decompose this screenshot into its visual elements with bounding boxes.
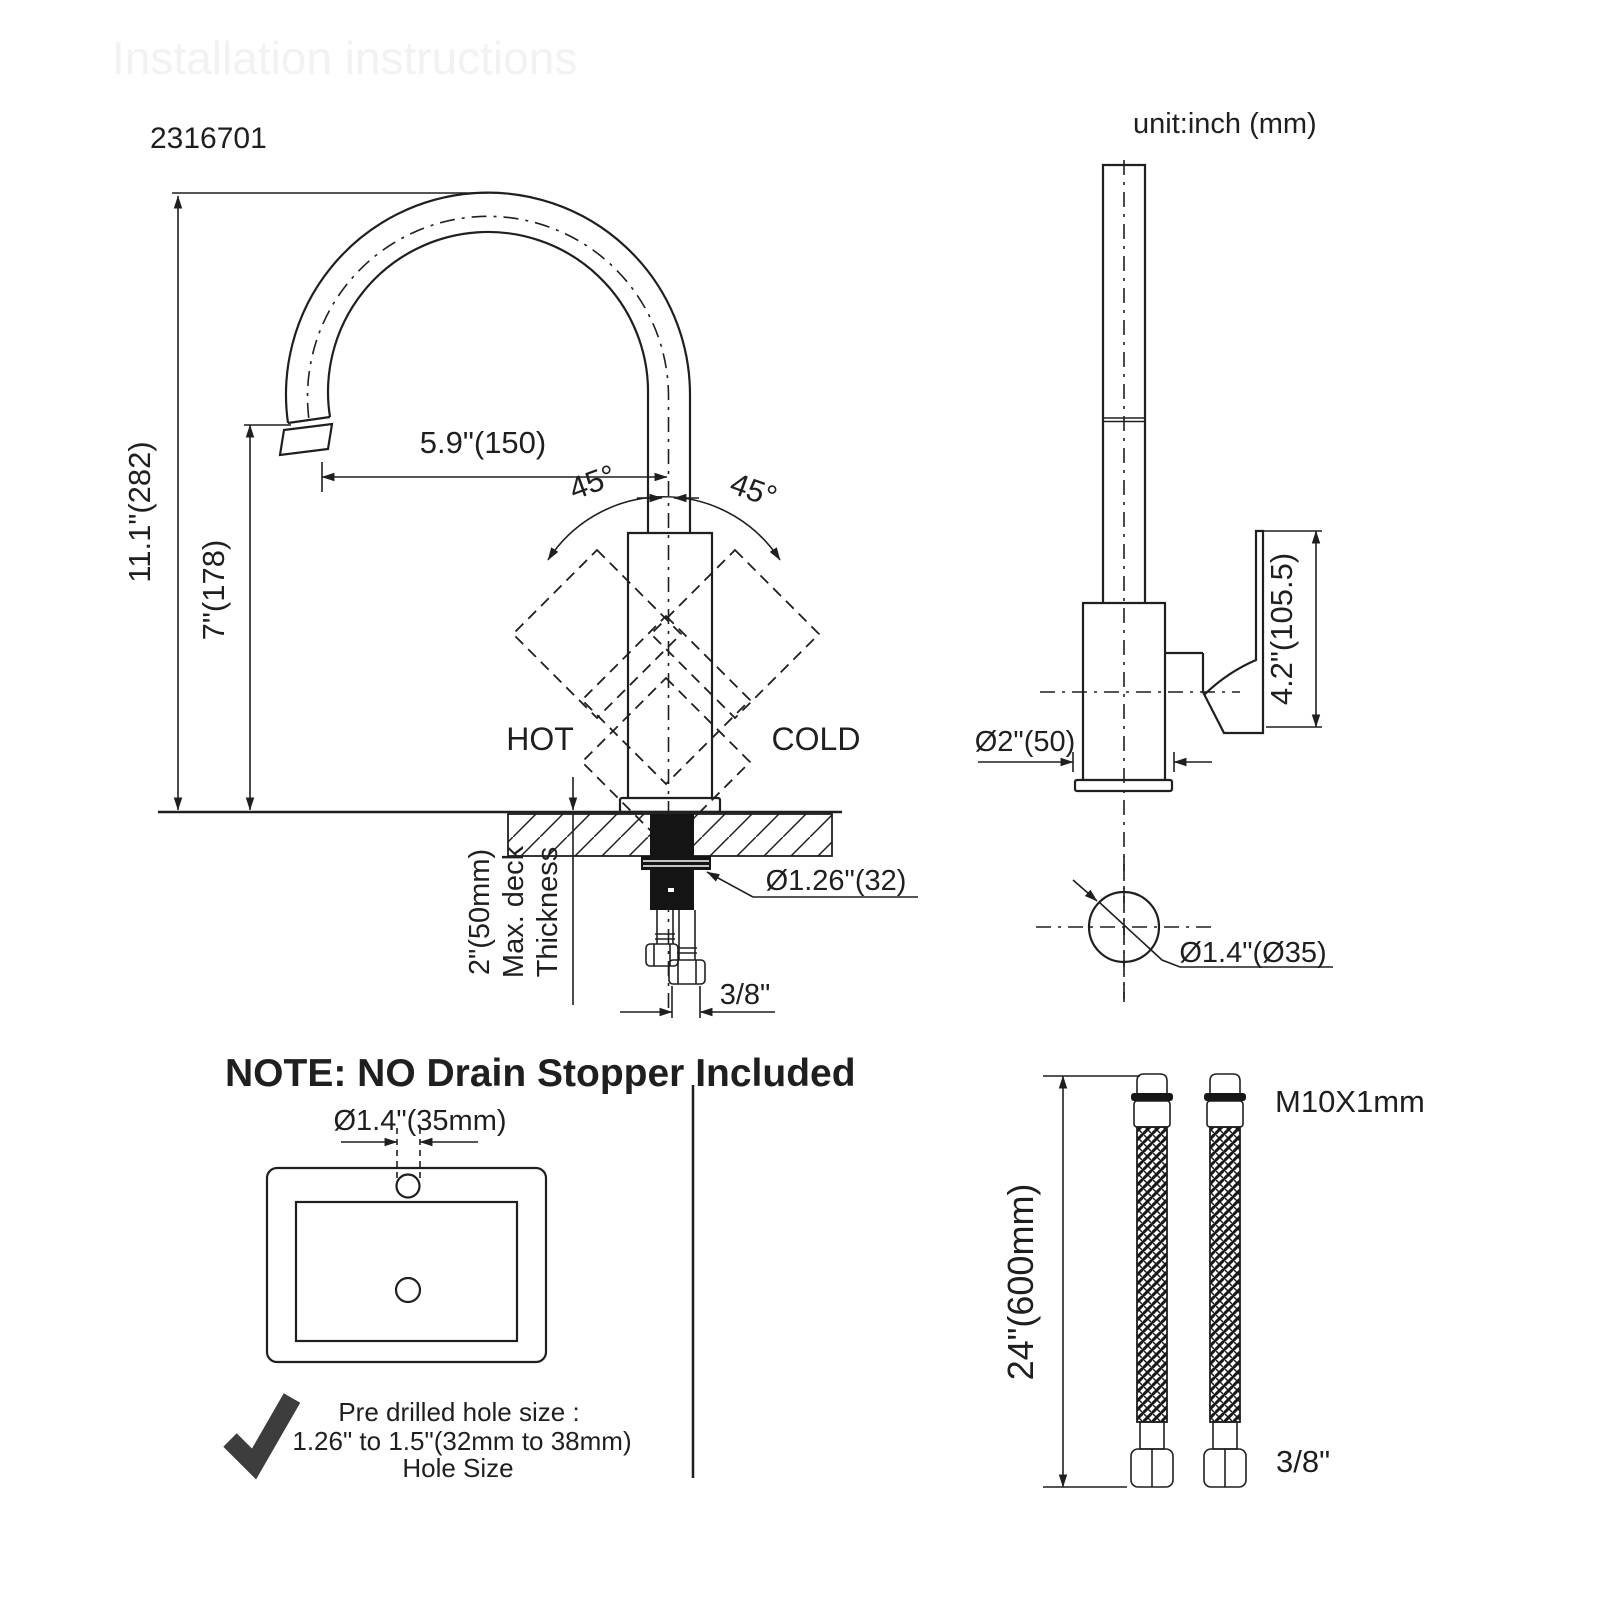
- circle-leader-arrow: [1073, 880, 1097, 901]
- handle-position-mid: [582, 616, 750, 784]
- label-top-thread: M10X1mm: [1275, 1084, 1425, 1119]
- note-text: NOTE: NO Drain Stopper Included: [225, 1052, 856, 1095]
- label-base-circle: Ø1.4"(Ø35): [1179, 937, 1327, 969]
- handle-position-left: [513, 550, 681, 718]
- label-base-width: Ø2"(50): [974, 726, 1076, 758]
- dim-base-width: [975, 726, 1212, 772]
- label-deck-line3: Thickness: [532, 846, 564, 978]
- shank-highlight: [668, 888, 674, 892]
- label-spout-height: 7"(178): [196, 539, 231, 641]
- spout-aerator-cap: [280, 424, 332, 455]
- sink-basin: [296, 1202, 517, 1341]
- hose2-top-cap: [1210, 1074, 1240, 1096]
- handle-position-right: [651, 550, 819, 718]
- hose1-top-nut: [1134, 1101, 1170, 1127]
- drain-hole: [396, 1278, 420, 1302]
- label-cold: COLD: [771, 721, 861, 757]
- base-plan-view: [1036, 856, 1333, 999]
- handle-lever: [1203, 531, 1263, 733]
- mounting-hardware: [641, 856, 711, 984]
- label-hole-diameter: Ø1.4"(35mm): [333, 1105, 507, 1137]
- label-hose-length: 24"(600mm): [1000, 1183, 1041, 1381]
- supply-hose-1: [1131, 1074, 1173, 1487]
- label-bottom-thread: 3/8": [1276, 1444, 1331, 1479]
- label-shank-diameter: Ø1.26"(32): [765, 865, 907, 897]
- spout-outer-edge: [286, 193, 690, 533]
- label-swing-left: 45°: [564, 457, 621, 507]
- hose2-top-nut: [1207, 1101, 1243, 1127]
- label-deck-line2: Max. deck: [498, 845, 530, 979]
- faucet-hole: [397, 1175, 420, 1198]
- units-label: unit:inch (mm): [1133, 108, 1317, 140]
- swing-arc: [548, 458, 782, 560]
- label-body-height: 4.2"(105.5): [1264, 552, 1299, 706]
- label-overall-height: 11.1"(282): [122, 441, 157, 583]
- side-view: [122, 193, 918, 1018]
- shank-leader-arrow: [707, 872, 753, 897]
- dim-spout-height: [196, 425, 291, 810]
- hose1-braided-body: [1137, 1127, 1167, 1422]
- hole-size-line1: Pre drilled hole size :: [338, 1397, 580, 1427]
- hole-size-line2: 1.26" to 1.5"(32mm to 38mm): [292, 1426, 632, 1456]
- supply-hose-2: [1204, 1074, 1246, 1487]
- front-view: [975, 160, 1333, 1002]
- shank-through-deck: [650, 814, 694, 856]
- spout-end-cut: [288, 417, 330, 423]
- tube1-hex-nut: [646, 944, 678, 966]
- label-supply-size: 3/8": [719, 979, 771, 1011]
- dim-body-height: [1258, 531, 1322, 727]
- part-number: 2316701: [150, 122, 267, 155]
- watermark-text: Installation instructions: [112, 32, 578, 84]
- tube2-hex-nut: [669, 960, 705, 984]
- faucet-body-side: [620, 533, 720, 812]
- label-swing-right: 45°: [725, 465, 782, 515]
- hose1-collar: [1140, 1422, 1164, 1449]
- mounting-locknut: [641, 856, 711, 870]
- hose2-braided-body: [1210, 1127, 1240, 1422]
- hole-size-line3: Hole Size: [402, 1453, 514, 1483]
- hose1-top-cap: [1137, 1074, 1167, 1096]
- handle-swing-positions: [513, 550, 819, 846]
- label-spout-reach: 5.9"(150): [419, 425, 547, 460]
- dim-supply-size: [620, 979, 775, 1018]
- sink-panel: [230, 1105, 632, 1483]
- hose2-collar: [1213, 1422, 1237, 1449]
- hose2-oring: [1204, 1093, 1246, 1101]
- label-hot: HOT: [506, 721, 574, 757]
- checkmark-icon: [230, 1398, 292, 1464]
- hose1-oring: [1131, 1093, 1173, 1101]
- base-flange: [620, 798, 720, 812]
- dim-overall-height: [122, 193, 487, 810]
- callout-shank-diameter: [707, 865, 918, 897]
- hose-panel: [1000, 1074, 1425, 1487]
- label-deck-line1: 2"(50mm): [464, 848, 496, 976]
- swing-arc-line: [548, 497, 780, 560]
